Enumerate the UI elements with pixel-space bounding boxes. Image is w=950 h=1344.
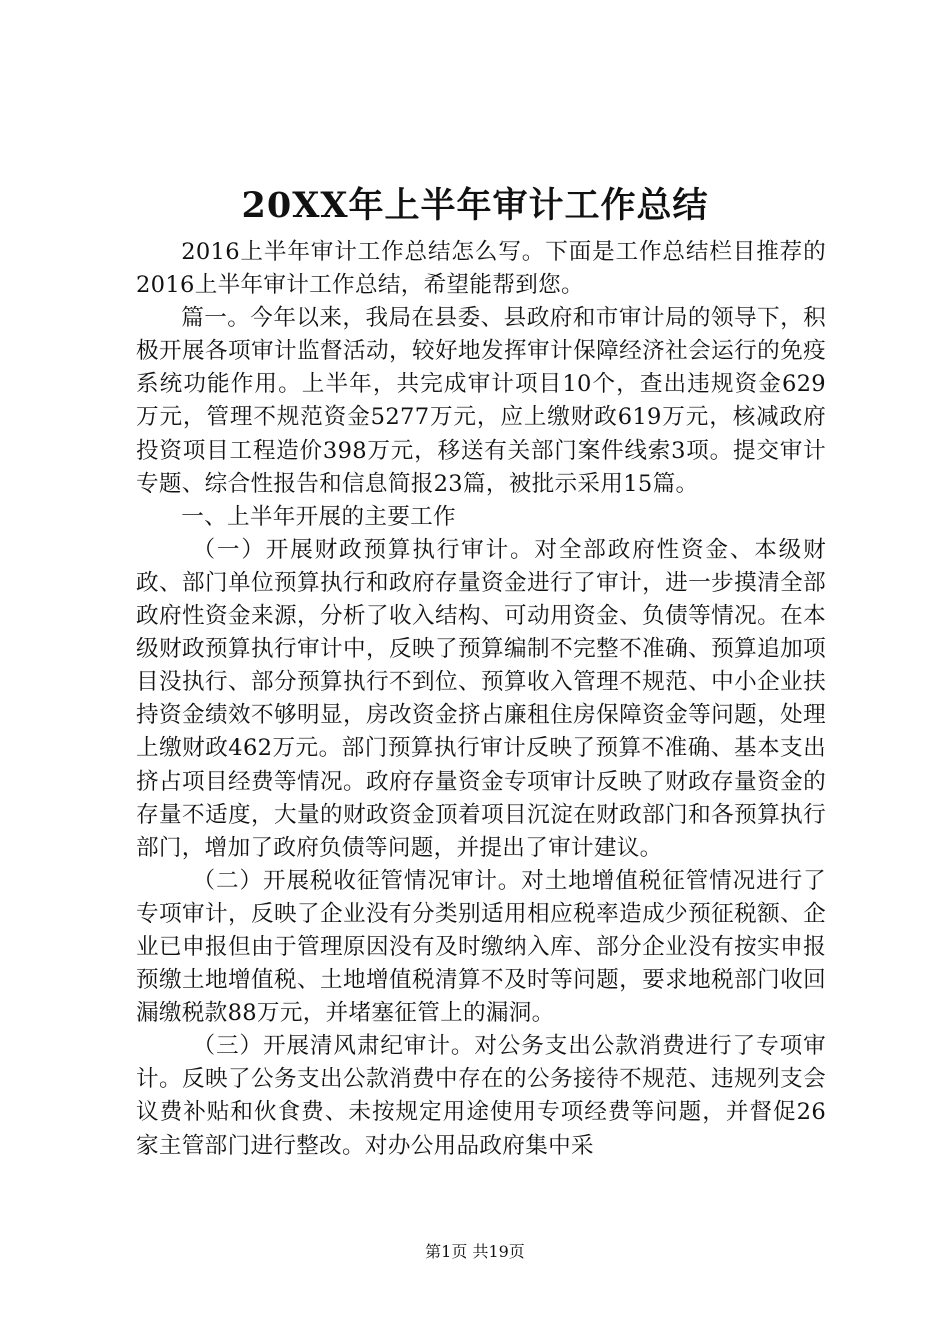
paragraph-item-3: （三）开展清风肃纪审计。对公务支出公款消费进行了专项审计。反映了公务支出公款消费中存在的公务接待不规范、违规列支会议费补贴和伙食费、未按规定用途使用专项经费等问题，并督促26家主管部门进行整改。对办公用品政府集中采 bbox=[136, 1033, 826, 1159]
page-number-footer: 第1页 共19页 bbox=[425, 1242, 525, 1261]
document-title: 20XX年上半年审计工作总结 bbox=[241, 185, 709, 226]
paragraph-intro: 2016上半年审计工作总结怎么写。下面是工作总结栏目推荐的2016上半年审计工作总结，希望能帮到您。 bbox=[136, 239, 826, 299]
paragraph-item-1: （一）开展财政预算执行审计。对全部政府性资金、本级财政、部门单位预算执行和政府存量资金进行了审计，进一步摸清全部政府性资金来源，分析了收入结构、可动用资金、负债等情况。在本级财政预算执行审计中，反映了预算编制不完整不准确、预算追加项目没执行、部分预算执行不到位、预算收入管理不规范、中小企业扶持资金绩效不够明显，房改资金挤占廉租住房保障资金等问题，处理上缴财政462万元。部门预算执行审计反映了预算不准确、基本支出挤占项目经费等情况。政府存量资金专项审计反映了财政存量资金的存量不适度，大量的财政资金顶着项目沉淀在财政部门和各预算执行部门，增加了政府负债等问题，并提出了审计建议。 bbox=[136, 536, 826, 861]
paragraph-item-2: （二）开展税收征管情况审计。对土地增值税征管情况进行了专项审计，反映了企业没有分类别适用相应税率造成少预征税额、企业已申报但由于管理原因没有及时缴纳入库、部分企业没有按实申报预缴土地增值税、土地增值税清算不及时等问题，要求地税部门收回漏缴税款88万元，并堵塞征管上的漏洞。 bbox=[136, 867, 826, 1027]
document-body bbox=[136, 236, 826, 1163]
paragraph-part-one: 篇一。今年以来，我局在县委、县政府和市审计局的领导下，积极开展各项审计监督活动，较好地发挥审计保障经济社会运行的免疫系统功能作用。上半年，共完成审计项目10个，查出违规资金629万元，管理不规范资金5277万元，应上缴财政619万元，核减政府投资项目工程造价398万元，移送有关部门案件线索3项。提交审计专题、综合性报告和信息简报23篇，被批示采用15篇。 bbox=[136, 305, 826, 497]
section-heading: 一、上半年开展的主要工作 bbox=[181, 503, 456, 530]
